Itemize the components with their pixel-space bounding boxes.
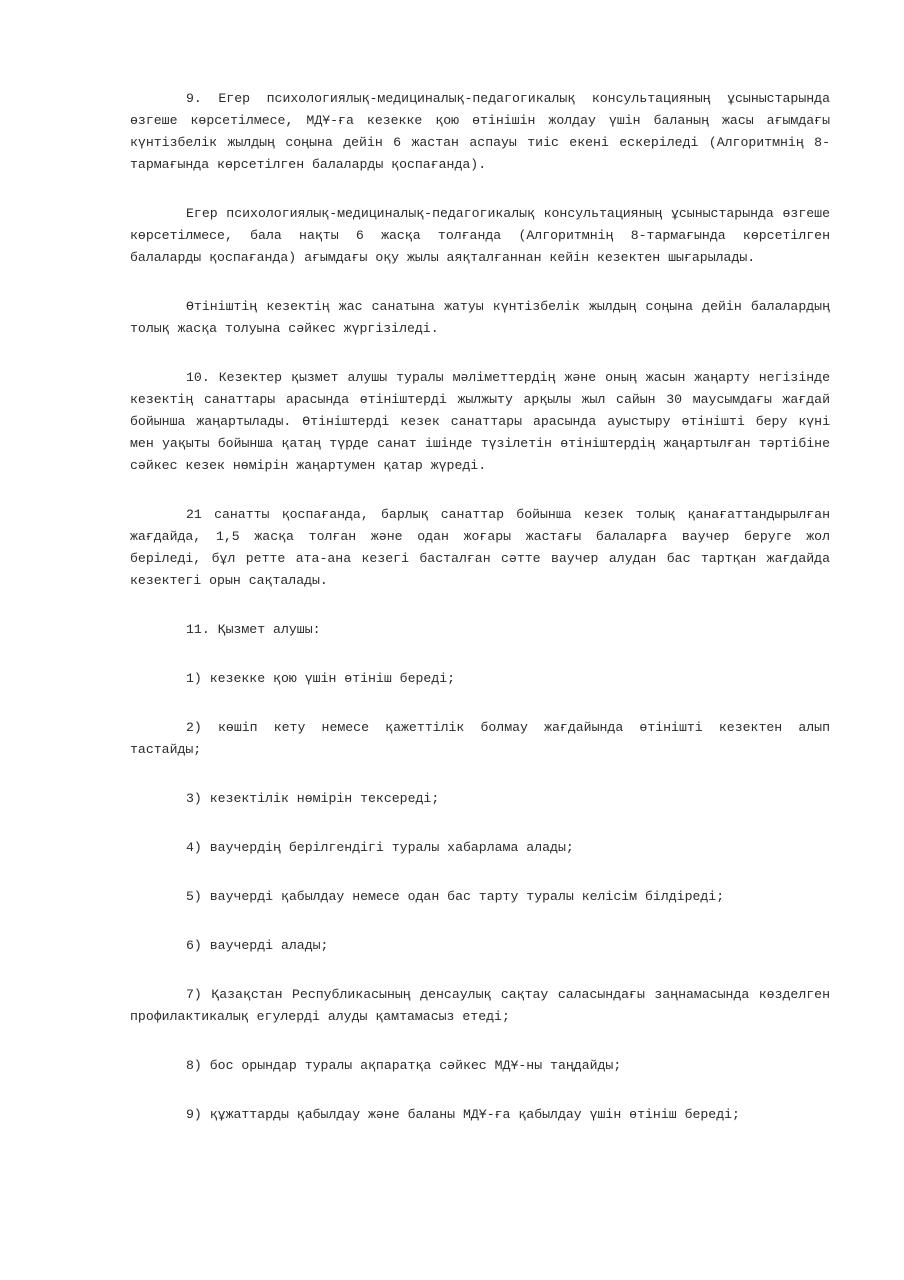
list-item-5: 5) ваучерді қабылдау немесе одан бас тарту туралы келісім білдіреді; [186,889,725,904]
list-item-9: 9) құжаттарды қабылдау және баланы МДҰ-ға қабылдау үшін өтініш береді; [186,1107,740,1122]
paragraph-voucher-rule: 21 санатты қоспағанда, барлық санаттар бойынша кезек толық қанағаттандырылған жағдайда, 1,5 жасқа толған және одан жоғары жастағы балаларға ваучер беруге жол беріледі, бұл ретте ата-ана кезегі басталған сәтте ваучер алудан бас тартқан жағдайда кезектегі орын сақталады. [130,507,830,588]
paragraph-age-category: Өтініштің кезектің жас санатына жатуы күнтізбелік жылдың соңына дейін балалардың толық жасқа толуына сәйкес жүргізіледі. [130,299,830,336]
list-item-8: 8) бос орындар туралы ақпаратқа сәйкес МДҰ-ны таңдайды; [186,1058,622,1073]
list-item-6: 6) ваучерді алады; [186,938,329,953]
list-item-4: 4) ваучердің берілгендігі туралы хабарлама алады; [186,840,574,855]
list-item-7: 7) Қазақстан Республикасының денсаулық сақтау саласындағы заңнамасында көзделген профилактикалық егулерді алуды қамтамасыз етеді; [130,987,830,1024]
document-body [130,88,830,1153]
list-item-1: 1) кезекке қою үшін өтініш береді; [186,671,456,686]
list-item-3: 3) кезектілік нөмірін тексереді; [186,791,440,806]
list-item-2: 2) көшіп кету немесе қажеттілік болмау жағдайында өтінішті кезектен алып тастайды; [130,720,830,757]
paragraph-9-continued: Егер психологиялық-медициналық-педагогикалық консультацияның ұсыныстарында өзгеше көрсетілмесе, бала нақты 6 жасқа толғанда (Алгоритмнің 8-тармағында көрсетілген балаларды қоспағанда) ағымдағы оқу жылы аяқталғаннан кейін кезектен шығарылады. [130,206,830,265]
paragraph-11-heading: 11. Қызмет алушы: [186,622,321,637]
paragraph-9: 9. Егер психологиялық-медициналық-педагогикалық консультацияның ұсыныстарында өзгеше көрсетілмесе, МДҰ-ға кезекке қою өтінішін жолдау үшін баланың жасы ағымдағы күнтізбелік жылдың соңына дейін 6 жастан аспауы тиіс екені ескеріледі (Алгоритмнің 8-тармағында көрсетілген балаларды қоспағанда). [130,91,830,172]
paragraph-10: 10. Кезектер қызмет алушы туралы мәліметтердің және оның жасын жаңарту негізінде кезектің санаттары арасында өтініштерді жылжыту арқылы жыл сайын 30 маусымдағы жағдай бойынша жаңартылады. Өтініштерді кезек санаттары арасында ауыстыру өтінішті беру күні мен уақыты бойынша қатаң түрде санат ішінде түзілетін өтініштердің жаңартылған тәртібіне сәйкес кезек нөмірін жаңартумен қатар жүреді. [130,370,830,473]
